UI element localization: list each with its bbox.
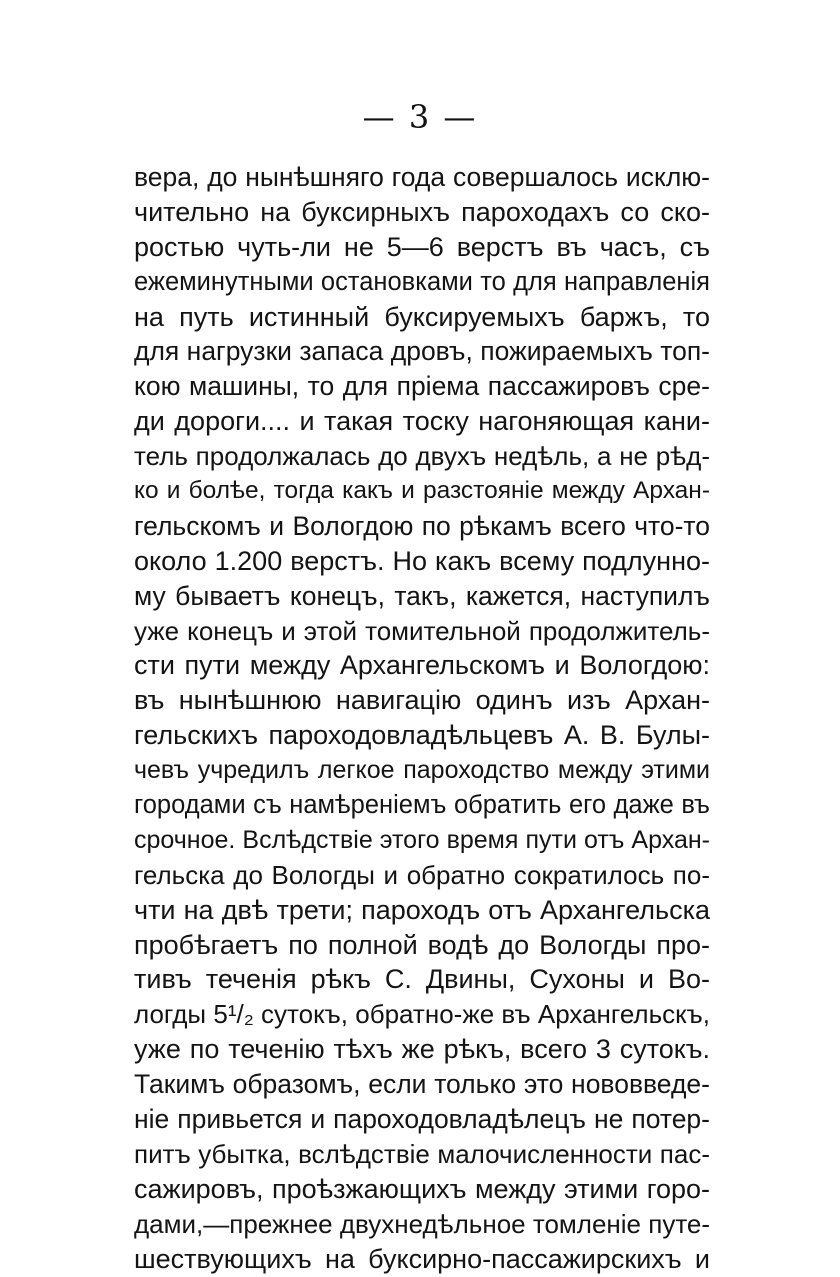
text-line: городами съ намѣреніемъ обратить его даже въ — [134, 791, 710, 820]
text-line: гельска до Вологды и обратно сократилось по- — [134, 859, 710, 890]
text-line: пробѣгаетъ по полной водѣ до Вологды про- — [134, 929, 710, 960]
text-line: кою машины, то для пріема пассажировъ сре- — [134, 371, 710, 402]
text-line: для нагрузки запаса дровъ, пожираемыхъ топ- — [134, 336, 710, 367]
text-line: ростью чуть-ли не 5—6 верстъ въ часъ, съ — [134, 231, 710, 262]
text-line: питъ убытка, вслѣдствіе малочисленности пас- — [134, 1138, 710, 1169]
text-line: Такимъ образомъ, если только это нововведе- — [134, 1069, 710, 1100]
text-line: гельскомъ и Вологдою по рѣкамъ всего что-то — [134, 510, 710, 541]
text-line: гельскихъ пароходовладѣльцевъ А. В. Булы- — [134, 720, 710, 751]
text-line: уже конецъ и этой томительной продолжитель- — [134, 615, 710, 646]
page-number: — 3 — — [362, 98, 478, 136]
text-line: тель продолжалась до двухъ недѣль, а не рѣд- — [134, 441, 710, 472]
text-line: чевъ учредилъ легкое пароходство между этими — [134, 756, 710, 785]
text-line: сти пути между Архангельскомъ и Вологдою: — [134, 650, 710, 681]
text-line: тивъ теченія рѣкъ С. Двины, Сухоны и Во- — [134, 964, 710, 995]
text-line: ежеминутными остановками то для направленія — [134, 267, 710, 296]
text-line: чительно на буксирныхъ пароходахъ со ско- — [134, 196, 710, 227]
text-line: логды 5¹/₂ сутокъ, обратно-же въ Архангельскъ, — [134, 999, 710, 1030]
text-line: вера, до нынѣшняго года совершалось исклю- — [134, 162, 710, 192]
text-line: около 1.200 верстъ. Но какъ всему подлунно- — [134, 545, 710, 576]
text-line: ніе привьется и пароходовладѣлецъ не потер- — [134, 1104, 710, 1135]
text-line: му бываетъ конецъ, такъ, кажется, наступилъ — [134, 580, 710, 611]
text-line: срочное. Вслѣдствіе этого время пути отъ Архан- — [134, 825, 710, 854]
text-line: въ нынѣшнюю навигацію одинъ изъ Архан- — [134, 685, 710, 716]
text-line: чти на двѣ трети; пароходъ отъ Архангельска — [134, 894, 710, 925]
text-line: на путь истинный буксируемыхъ баржъ, то — [134, 301, 710, 332]
text-line: ди дороги.... и такая тоску нагоняющая кани- — [134, 406, 710, 437]
text-line: сажировъ, проѣзжающихъ между этими горо- — [134, 1173, 710, 1204]
text-line: дами,—прежнее двухнедѣльное томленіе путе- — [134, 1208, 710, 1239]
text-line: шествующихъ на буксирно-пассажирскихъ и — [134, 1243, 710, 1274]
text-line: ко и болѣе, тогда какъ и разстояніе между Архан- — [134, 477, 710, 505]
body-text — [134, 160, 710, 1277]
text-line: уже по теченію тѣхъ же рѣкъ, всего 3 сутокъ. — [134, 1034, 710, 1065]
